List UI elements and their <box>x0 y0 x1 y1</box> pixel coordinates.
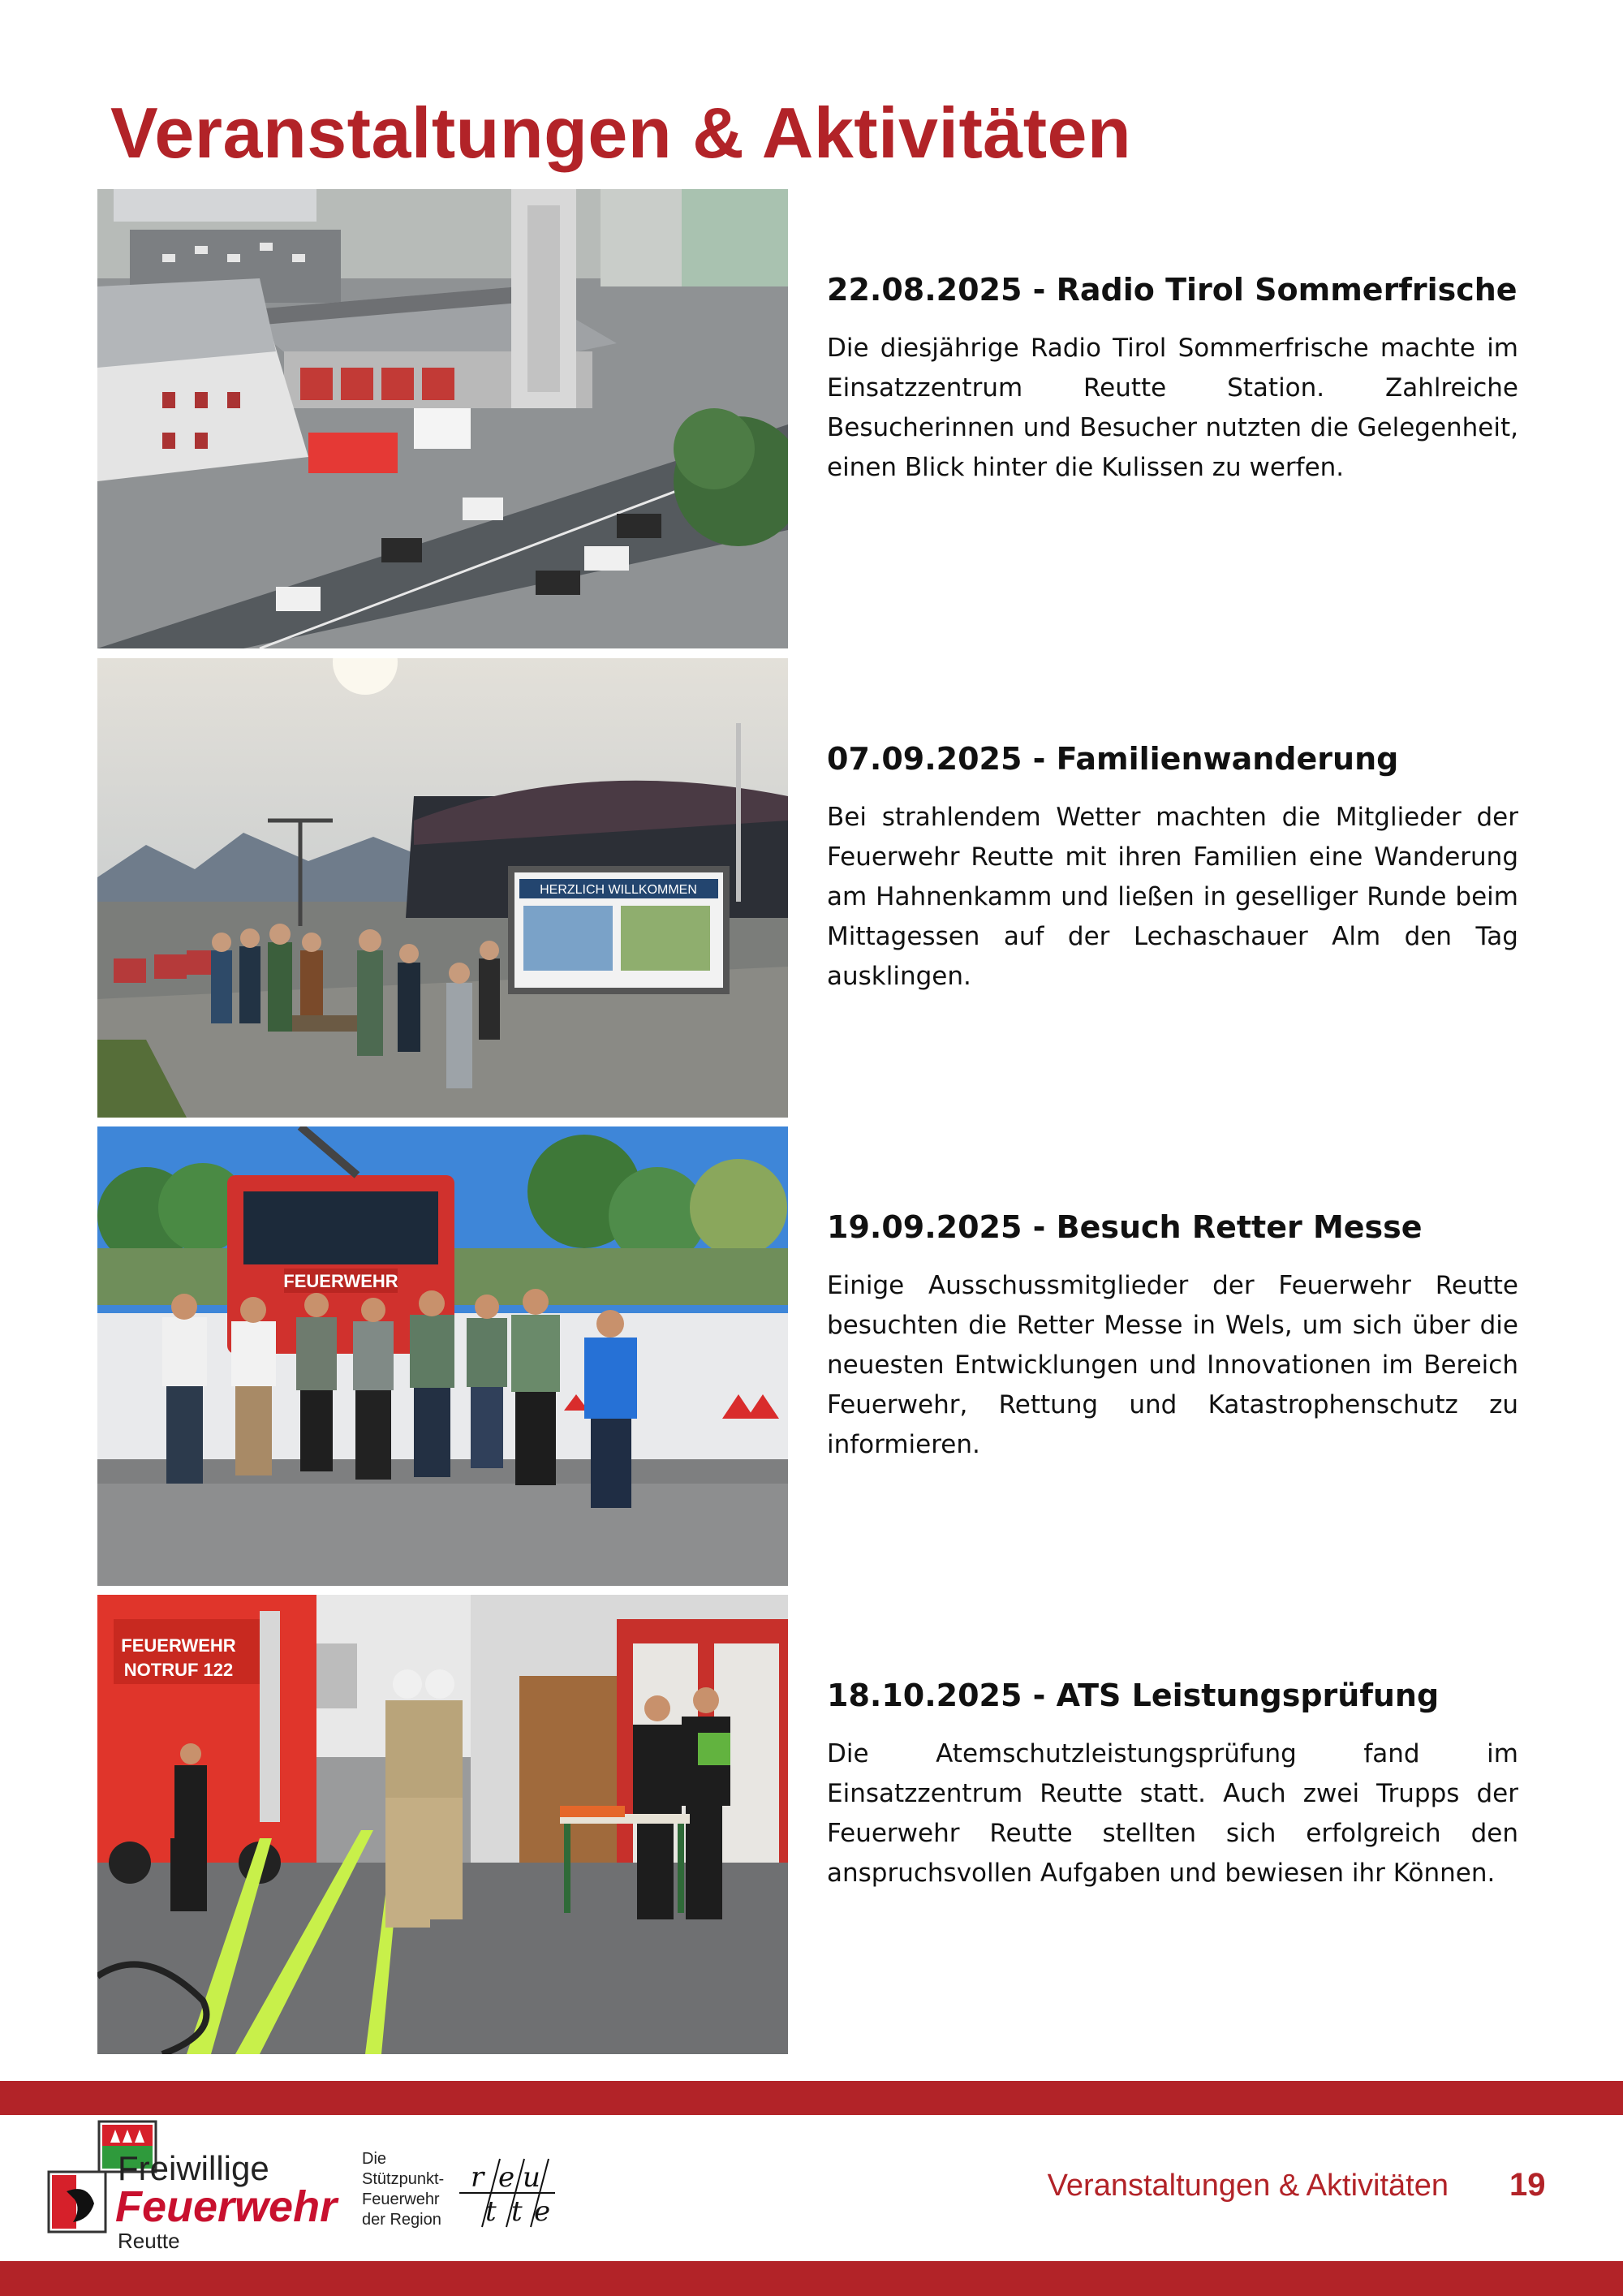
event-heading: 19.09.2025 - Besuch Retter Messe <box>827 1209 1423 1245</box>
event-text <box>827 658 1518 997</box>
partner-text <box>362 2149 444 2230</box>
logo-word-feuerwehr: Feuerwehr <box>115 2182 338 2231</box>
logo-word-reutte: Reutte <box>118 2229 180 2253</box>
event-item <box>97 658 1526 1118</box>
photo-truck-text-1: FEUERWEHR <box>121 1635 236 1656</box>
reutte-letter: t <box>485 2195 497 2228</box>
reutte-letter: r <box>471 2161 484 2194</box>
reutte-letter: u <box>523 2161 540 2194</box>
event-photo-hiking-group <box>97 658 788 1118</box>
reutte-logo-icon <box>453 2152 558 2234</box>
page-number: 19 <box>1509 2167 1546 2203</box>
event-text <box>827 1126 1518 1465</box>
logo-word-freiwillige: Freiwillige <box>118 2149 269 2187</box>
footer-band-top <box>0 2081 1623 2115</box>
page-title: Veranstaltungen & Aktivitäten <box>110 93 1132 173</box>
partner-line: der Region <box>362 2211 441 2229</box>
photo-truck-text: FEUERWEHR <box>283 1271 398 1291</box>
event-body: Einige Ausschussmitglieder der Feuerwehr Reutte besuchten die Retter Messe in Wels, um sich über die neuesten Entwicklungen und Innovationen im Bereich Feuerwehr, Rettung und Katastrophenschutz zu informieren. <box>827 1270 1518 1459</box>
footer-section-label: Veranstaltungen & Aktivitäten <box>1047 2169 1449 2203</box>
event-photo-fire-station <box>97 189 788 648</box>
footer-band-bottom <box>0 2261 1623 2296</box>
reutte-letter: e <box>534 2195 551 2228</box>
event-text <box>827 189 1518 488</box>
event-body: Bei strahlendem Wetter machten die Mitglieder der Feuerwehr Reutte mit ihren Familien eine Wanderung am Hahnenkamm und ließen in geselliger Runde beim Mittagessen auf der Lechaschauer Alm den Tag ausklingen. <box>827 802 1518 991</box>
reutte-letter: e <box>498 2161 515 2194</box>
event-body: Die Atemschutzleistungsprüfung fand im Einsatzzentrum Reutte statt. Auch zwei Trupps der Feuerwehr Reutte stellten sich erfolgreich den anspruchsvollen Aufgaben und bewiesen ihr Können. <box>827 1738 1518 1888</box>
event-photo-retter-messe-group <box>97 1126 788 1586</box>
event-body: Die diesjährige Radio Tirol Sommerfrische machte im Einsatzzentrum Reutte Station. Zahlreiche Besucherinnen und Besucher nutzten die Gelegenheit, einen Blick hinter die Kulissen zu werfen. <box>827 333 1518 482</box>
event-text <box>827 1595 1518 1893</box>
event-heading: 22.08.2025 - Radio Tirol Sommerfrische <box>827 272 1518 308</box>
reutte-letter: t <box>511 2195 523 2228</box>
partner-line: Feuerwehr <box>362 2190 440 2208</box>
event-photo-ats-test <box>97 1595 788 2054</box>
event-item <box>97 1595 1526 2054</box>
event-heading: 18.10.2025 - ATS Leistungsprüfung <box>827 1678 1440 1713</box>
event-item <box>97 189 1526 648</box>
event-item <box>97 1126 1526 1586</box>
photo-truck-text-2: NOTRUF 122 <box>123 1660 234 1680</box>
photo-sign-text: HERZLICH WILLKOMMEN <box>540 883 697 897</box>
partner-line: Die <box>362 2150 387 2168</box>
partner-line: Stützpunkt- <box>362 2170 445 2188</box>
event-heading: 07.09.2025 - Familienwanderung <box>827 741 1399 777</box>
